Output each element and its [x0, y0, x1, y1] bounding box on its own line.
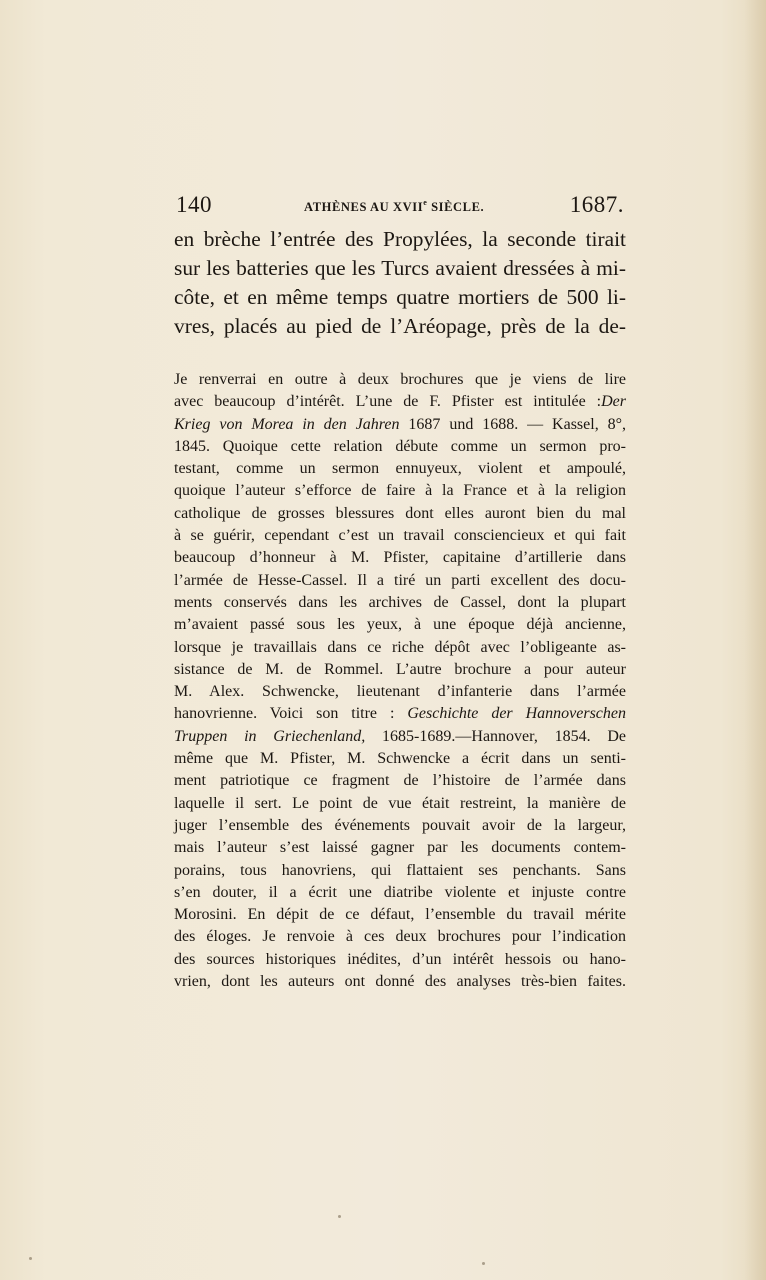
- note-line: même que M. Pfister, M. Schwencke a écrit dans un senti-: [174, 750, 626, 768]
- note-line: [174, 391, 626, 413]
- note-line: porains, tous hanovriens, qui flattaient ses penchants. Sans: [174, 861, 626, 879]
- paper-speck: [29, 1257, 32, 1260]
- note-line: beaucoup d’honneur à M. Pfister, capitaine d’artillerie dans: [174, 549, 626, 567]
- note-text: avec beaucoup d’intérêt. L’une de F. Pfister est intitulée :: [174, 393, 602, 411]
- note-line: m’avaient passé sous les yeux, à une époque déjà ancienne,: [174, 616, 626, 634]
- note-line: à se guérir, cependant c’est un travail consciencieux et qui fait: [174, 527, 626, 545]
- note-text: 1687 und 1688. — Kassel, 8°,: [399, 415, 626, 433]
- note-line: vrien, dont les auteurs ont donné des analyses très-bien faites.: [174, 973, 626, 991]
- running-title-sup: e: [423, 198, 428, 207]
- running-head: [176, 192, 624, 222]
- book-title-italic: Truppen in Griechenland,: [174, 727, 366, 745]
- note-line: ment patriotique ce fragment de l’histoire de l’armée dans: [174, 772, 626, 790]
- body-line: sur les batteries que les Turcs avaient dressées à mi-: [174, 256, 626, 280]
- main-text: [174, 225, 626, 341]
- body-line: en brèche l’entrée des Propylées, la seconde tirait: [174, 227, 626, 251]
- running-title: [304, 198, 484, 215]
- note-line: testant, comme un sermon ennuyeux, violent et ampoulé,: [174, 460, 626, 478]
- note-line: ments conservés dans les archives de Cassel, dont la plupart: [174, 593, 626, 611]
- body-line: vres, placés au pied de l’Aréopage, près de la de-: [174, 314, 626, 338]
- note-text: 1685-1689.—Hannover, 1854. De: [365, 727, 627, 745]
- book-title-italic: Der: [601, 393, 626, 411]
- note-line: laquelle il sert. Le point de vue était restreint, la manière de: [174, 794, 626, 812]
- running-title-suffix: SIÈCLE.: [427, 200, 485, 214]
- note-line: [174, 703, 626, 725]
- note-line: sistance de M. de Rommel. L’autre brochure a pour auteur: [174, 660, 626, 678]
- running-title-prefix: ATHÈNES AU XVII: [304, 200, 424, 214]
- note-line: catholique de grosses blessures dont elles auront bien du mal: [174, 504, 626, 522]
- note-line: quoique l’auteur s’efforce de faire à la France et à la religion: [174, 482, 626, 500]
- book-title-italic: Geschichte der Hannoverschen: [407, 705, 626, 723]
- note-line: [174, 726, 626, 748]
- note-line: [174, 414, 626, 436]
- footnote: [174, 369, 626, 993]
- note-line: des éloges. Je renvoie à ces deux brochures pour l’indication: [174, 928, 626, 946]
- note-line: 1845. Quoique cette relation débute comme un sermon pro-: [174, 437, 626, 455]
- note-line: s’en douter, il a écrit une diatribe violente et injuste contre: [174, 883, 626, 901]
- note-text: hanovrienne. Voici son titre :: [174, 705, 408, 723]
- note-line: M. Alex. Schwencke, lieutenant d’infanterie dans l’armée: [174, 683, 626, 701]
- note-line: des sources historiques inédites, d’un intérêt hessois ou hano-: [174, 950, 626, 968]
- paper-speck: [482, 1262, 485, 1265]
- page-edge-shadow: [744, 0, 766, 1280]
- note-line: juger l’ensemble des événements pouvait avoir de la largeur,: [174, 816, 626, 834]
- note-line: l’armée de Hesse-Cassel. Il a tiré un parti excellent des docu-: [174, 571, 626, 589]
- note-line: Je renverrai en outre à deux brochures que je viens de lire: [174, 371, 626, 388]
- paper-speck: [338, 1215, 341, 1218]
- body-line: côte, et en même temps quatre mortiers de 500 li-: [174, 285, 626, 309]
- book-title-italic: Krieg von Morea in den Jahren: [174, 415, 400, 433]
- note-line: Morosini. En dépit de ce défaut, l’ensemble du travail mérite: [174, 906, 626, 924]
- note-line: lorsque je travaillais dans ce riche dépôt avec l’obligeante as-: [174, 638, 626, 656]
- note-line: mais l’auteur s’est laissé gagner par les documents contem-: [174, 839, 626, 857]
- page-number: 140: [176, 192, 212, 217]
- running-year: 1687.: [569, 192, 624, 217]
